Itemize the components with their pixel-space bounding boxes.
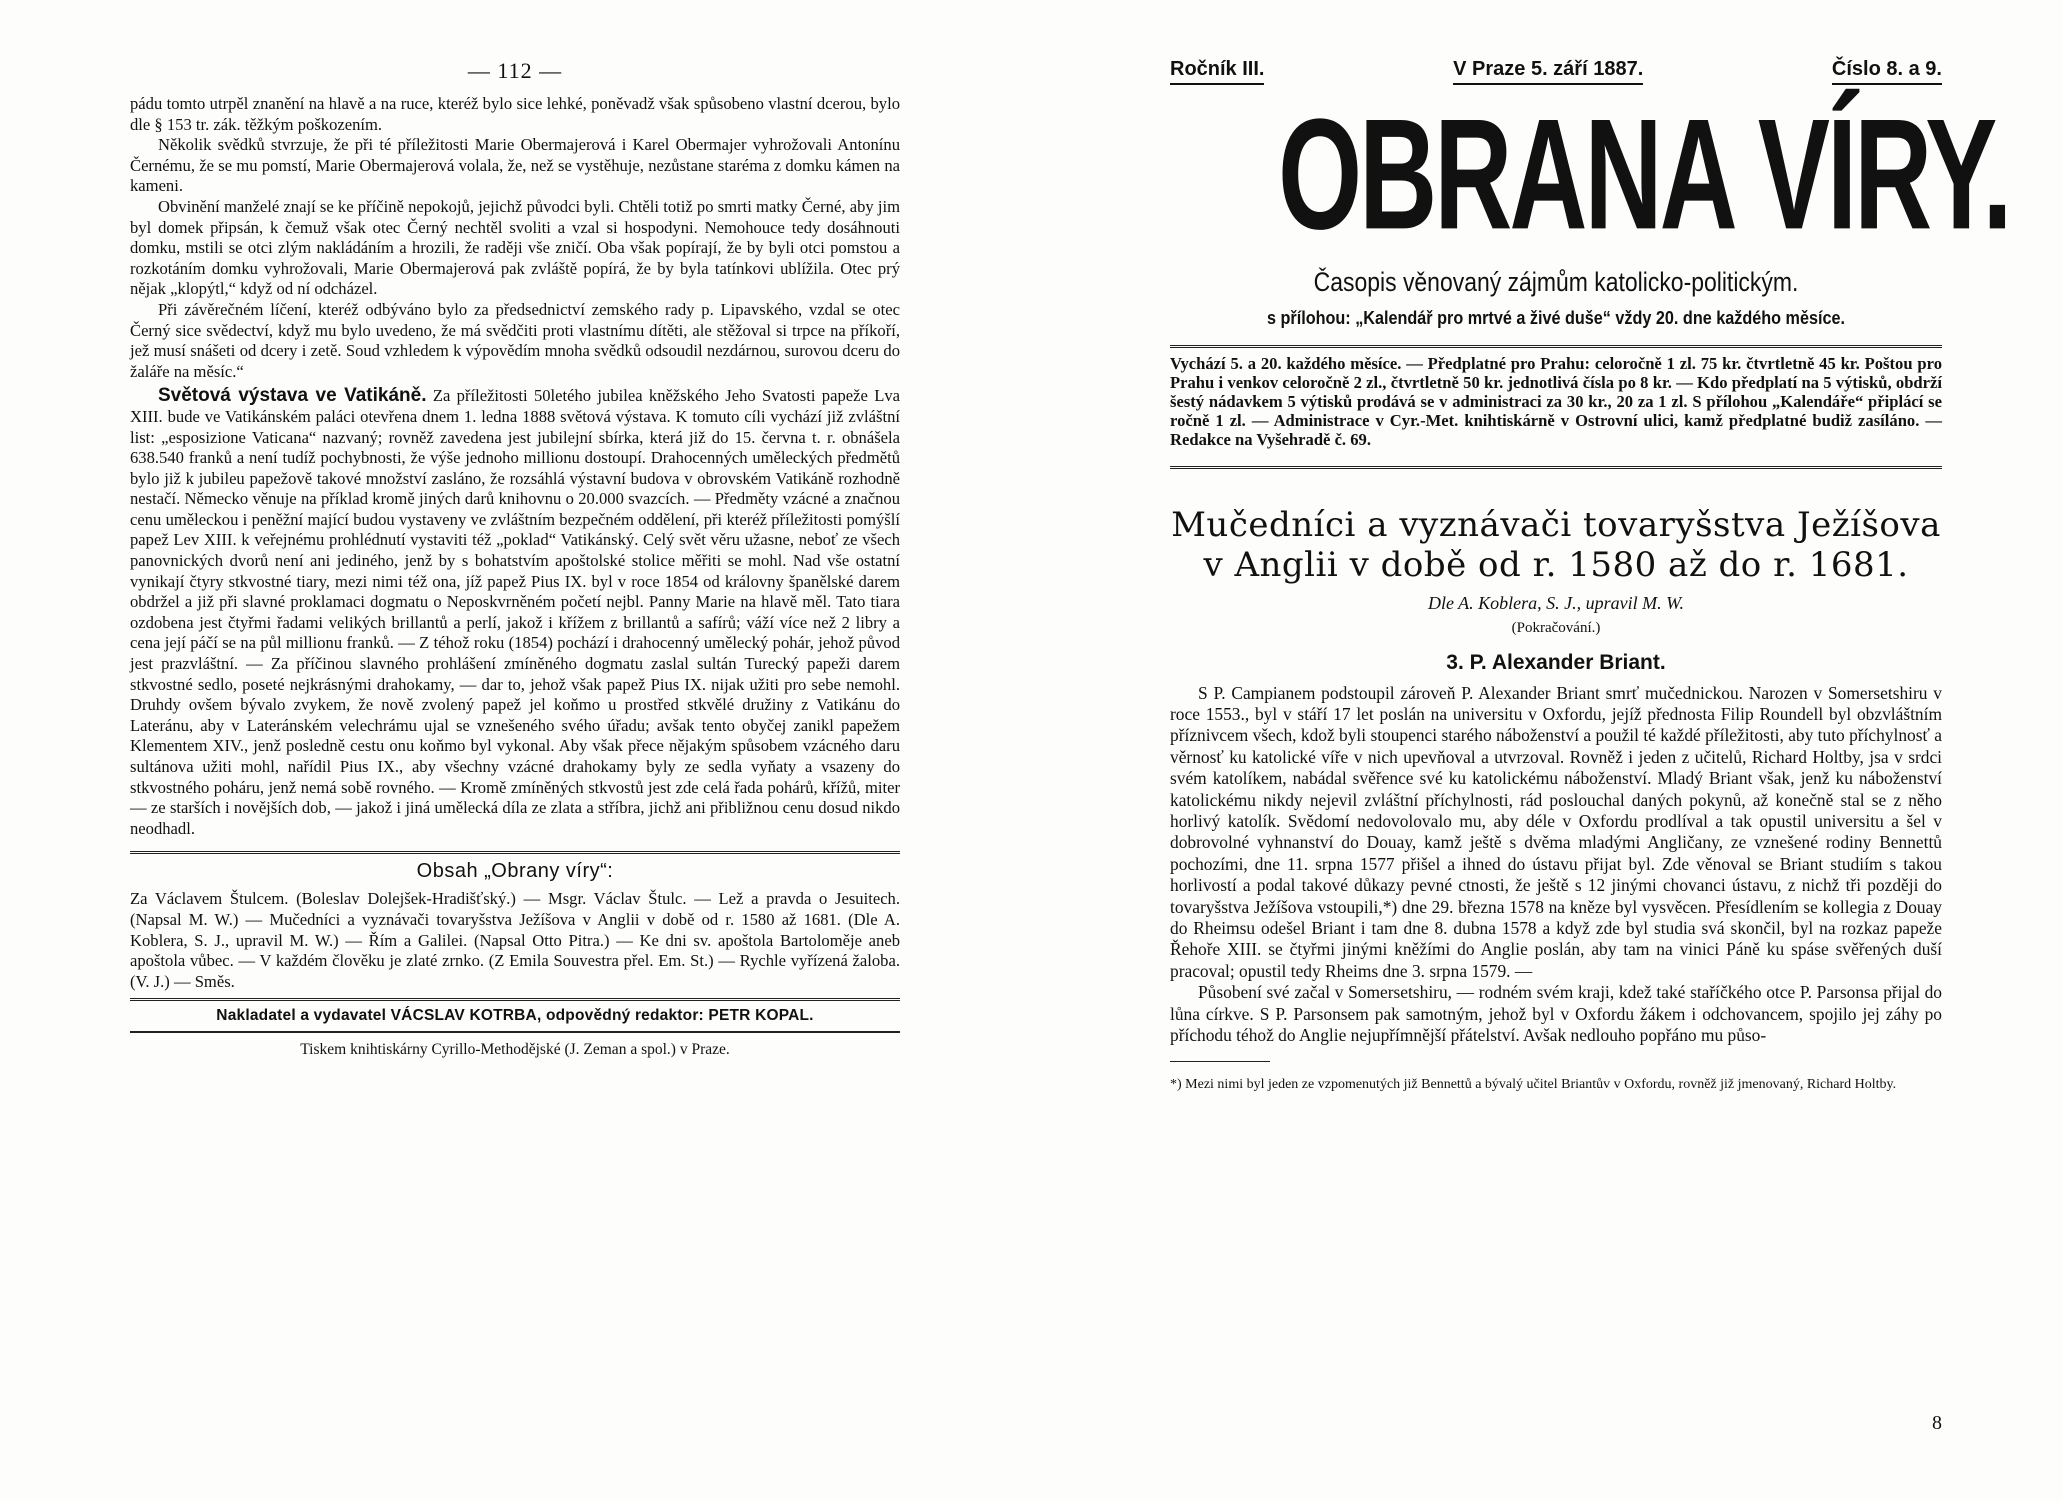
article-author: Dle A. Koblera, S. J., upravil M. W. [1428,592,1684,613]
issue-number: Číslo 8. a 9. [1832,58,1942,85]
divider [130,998,900,1001]
supplement-note: s přílohou: „Kalendář pro mrtvé a živé duše“ vždy 20. dne každého měsíce. [1267,308,1845,328]
page-number-right: 8 [1932,1412,1942,1434]
article-title: Mučedníci a vyznávači tovaryšstva Ježíšova v Anglii v době od r. 1580 až do r. 1681. [1171,504,1941,585]
masthead-title: OBRANA VÍRY. [1278,85,2010,262]
publisher-line: Nakladatel a vydavatel VÁCSLAV KOTRBA, odpovědný redaktor: PETR KOPAL. [216,1007,814,1025]
footnote-divider [1170,1061,1270,1062]
divider [1170,466,1942,469]
divider [130,1031,900,1033]
issue-date: V Praze 5. září 1887. [1453,58,1643,85]
paragraph: S P. Campianem podstoupil zároveň P. Alexander Briant smrť mučednickou. Narozen v Somersetshiru v roce 1553., byl v stáří 17 let poslán na universitu v Oxfordu, jejíž přednosta Filip Roundell byl obzvláštním příznivcem všech, kdož byli stoupenci starého náboženství a použil té každé příležitosti, aby tuto příchylnosť a věrnosť ku katolické víře v nich upevňoval a utvrzoval. Rovněž i jeden z učitelů, Richard Holtby, jsa v srdci svém katolíkem, nabádal svěřence své ku katolickému náboženství. Mladý Briant však, jenž ku náboženství katolickému nikdy nejevil zvláštní příchylnosti, rád poslouchal daných pokynů, až konečně stal se z něho horlivý katolík. Svědomí nedovolovalo mu, aby déle v Oxfordu prodlíval a tak opustil universitu a šel v dobrovolné vyhnanství do Douay, kamž ještě s dvěma mladými Angličany, ze vznešené rodiny Bennettů pochozími, dne 11. srpna 1577 přišel a ihned do ústavu přijat byl. Zde věnoval se Briant studiím s takou horlivostí a podal takové důkazy pevné ctnosti, že ještě s 12 jinými chovanci ústavu, z nichž tři později do tovaryšstva Ježíšova vstoupili,*) dne 29. března 1578 na kněze byl vysvěcen. Přesídlením se kollegia z Douay do Rheimsu odešel Briant i tam dne 8. dubna 1578 a když zde byl studia svá skončil, byl na rozkaz papeže Řehoře XIII. se čtyřmi jinými kněžími do Anglie poslán, aby tam na vinici Páně ku spáse svěřených duší pracoval; opustil tedy Rheims dne 3. srpna 1579. — [1170,682,1942,981]
right-page [1170,0,2010,1500]
left-page [130,0,900,1500]
subscription-info: Vychází 5. a 20. každého měsíce. — Předplatné pro Prahu: celoročně 1 zl. 75 kr. čtvrtletně 45 kr. Poštou pro Prahu i venkov celoročně 2 zl., čtvrtletně 50 kr. jednotlivá čísla po 8 kr. — Kdo předplatí na 5 výtisků, obdrží šestý nádavkem 5 výtisků prodává se v administraci za 30 kr., 20 za 1 zl. S přílohou „Kalendáře“ připlácí se ročně 1 zl. — Administrace v Cyr.-Met. knihtiskárně v Ostrovní ulici, kamž předplatné budiž zasíláno. — Redakce na Vyšehradě č. 69. [1170,354,1942,449]
paragraph: Obvinění manželé znají se ke příčině nepokojů, jejichž původci byli. Chtěli totiž po smrti matky Černé, aby jim byl domek připsán, k čemuž však otec Černý nechtěl svoliti a vzal si hospodyni. Nemohouce tedy dosáhnouti domku, mstili se otci zlým nakládáním a hrozili, že raději vše zničí. Oba však popírají, že by byli otci pomstou a rozkotáním domku vyhrožovali, Marie Obermajerová pak zvláště popírá, že by byla tatínkovi ublížila. Otec prý nějak „klopýtl,“ když od ní odcházel. [130,196,900,299]
news-item [130,386,900,839]
divider [1170,345,1942,348]
printer-line: Tiskem knihtiskárny Cyrillo-Methodějské (J. Zeman a spol.) v Praze. [300,1041,730,1059]
contents-title: Obsah „Obrany víry“: [416,860,614,883]
paragraph: Působení své začal v Somersetshiru, — rodném svém kraji, kdež také staříčkého otce P. Parsonsa přijal do lůna církve. S P. Parsonsem pak samotným, jehož byl v Oxfordu žákem i odchovancem, spojilo jej záhy po příchodu téhož do Anglie nejupřímnější přátelství. Avšak nedlouho popřáno mu půso- [1170,982,1942,1046]
masthead-info [1170,58,1942,85]
divider [130,851,900,854]
paragraph: Několik svědků stvrzuje, že při té příležitosti Marie Obermajerová i Karel Obermajer vyhrožovali Antonínu Černému, že se mu pomstí, Marie Obermajerová volala, že, než se vystěhuje, nezůstane staréma z domku kámen na kameni. [130,135,900,196]
paragraph: pádu tomto utrpěl znanění na hlavě a na ruce, kteréž bylo sice lehké, poněvadž však spůsobeno vlastní dcerou, bylo dle § 153 tr. zák. těžkým poškozením. [130,94,900,134]
footnote: *) Mezi nimi byl jeden ze vzpomenutých již Bennettů a bývalý učitel Briantův v Oxfordu, rovněž již jmenovaný, Richard Holtby. [1170,1076,1897,1092]
contents-list: Za Václavem Štulcem. (Boleslav Dolejšek-Hradišťský.) — Msgr. Václav Štulc. — Lež a pravda o Jesuitech. (Napsal M. W.) — Mučedníci a vyznávači tovaryšstva Ježíšova v Anglii v době od r. 1580 až 1681. (Dle A. Koblera, S. J., upravil M. W.) — Řím a Galilei. (Napsal Otto Pitra.) — Ke dni sv. apoštola Bartoloměje aneb apoštola vůbec. — V každém člověku je zlaté zrnko. (Z Emila Souvestra přel. Em. St.) — Rychle vyřízená žaloba. (V. J.) — Směs. [130,889,900,991]
page-number-left: — 112 — [467,58,563,83]
continuation-note: (Pokračování.) [1511,619,1601,636]
news-headline: Světová výstava ve Vatikáně. [158,385,427,407]
section-heading: 3. P. Alexander Briant. [1446,650,1666,674]
masthead-subtitle: Časopis věnovaný zájmům katolicko-politickým. [1313,267,1799,297]
paragraph: Při závěrečném líčení, kteréž odbýváno bylo za předsednictví zemského rady p. Lipavského, vzdal se otec Černý sice svědectví, když mu bylo uvedeno, že má svědčiti proti vlastnímu dítěti, ale stěžoval si trpce na příkoří, jež musí snášeti od dcery i zetě. Soud vzhledem k výpovědím mnoha svědků odsoudil nezdárnou, surovou dceru do žaláře na měsíc.“ [130,299,900,381]
news-body: Za příležitosti 50letého jubilea kněžského Jeho Svatosti papeže Lva XIII. bude ve Vatikánském paláci otevřena dnem 1. ledna 1888 světová výstava. K tomuto cíli vychází již zvláštní list: „esposizione Vaticana“ nazvaný; rovněž zavedena jest jubilejní sbírka, která již do 15. června t. r. obnášela 638.540 franků a není tudíž pochybnosti, že výše jednoho millionu dostoupí. Drahocenných uměleckých předmětů bylo již k jubileu papežově takové množství zasláno, že rozsáhlá výstavní budova v obrovském Vatikáně rozhodně nestačí. Německo věnuje na příklad kromě jiných darů knihovnu o 20.000 svazcích. — Předměty vzácné a značnou cenu uměleckou i peněžní mající budou vystaveny ve zvláštním bezpečném oddělení, při kteréž příležitosti pomýšlí papež Lev XIII. k veřejnému prohlédnutí vystaviti též „poklad“ Vatikánský. Celý svět věru užasne, neboť ze všech panovnických dvorů není ani jediného, jenž by s bohatstvím apoštolské stolice měřiti se mohl. Nad vše ostatní vynikají čtyry stkvostné tiary, mezi nimi též ona, jíž papež Pius IX. byl v roce 1854 od královny španělské darem obdržel a již při slavné proklamaci dogmatu o Neposkvrněném početí nejbl. Panny Marie na hlavě měl. Tato tiara ozdobena jest čtyřmi řadami velikých brillantů a perlí, jakož i křížem z brillantů a safírů; váží více než 2 libry a cena její páčí se na půl millionu franků. — Z téhož roku (1854) pochází i drahocenný umělecký pohár, jehož původ jest prazvláštní. — Za příčinou slavného prohlášení zmíněného dogmatu zaslal sultán Turecký papeži darem stkvostné sedlo, poseté nejkrásnými drahokamy, — dar to, jehož však papež Pius IX. nijak užiti pro sebe nemohl. Druhdy ovšem bývalo zvykem, že nově zvolený papež jel koňmo u prostřed stkvělé družiny z Vatikánu do Lateránu, aby v Lateránském velechrámu ujal se vznešeného svého úřadu; avšak tento obyčej zanikl papežem Klementem XIV., jenž posledně cestu onu koňmo byl vykonal. Aby však přece nějakým spůsobem vzácného daru sultánova užiti mohl, nařídil Pius IX., aby všechny vzácné drahokamy byly ze sedla vyňaty a vsazeny do stkvostného poháru, jenž nemá sobě rovného. — Kromě zmíněných stkvostů jest zde celá řada pohárů, křížů, miter — ze starších i novějších dob, — jakož i jiná umělecká díla ze zlata a stříbra, jichž ani přibližnou cenu dosud nikdo neodhadl. [130,386,900,838]
volume: Ročník III. [1170,58,1264,85]
